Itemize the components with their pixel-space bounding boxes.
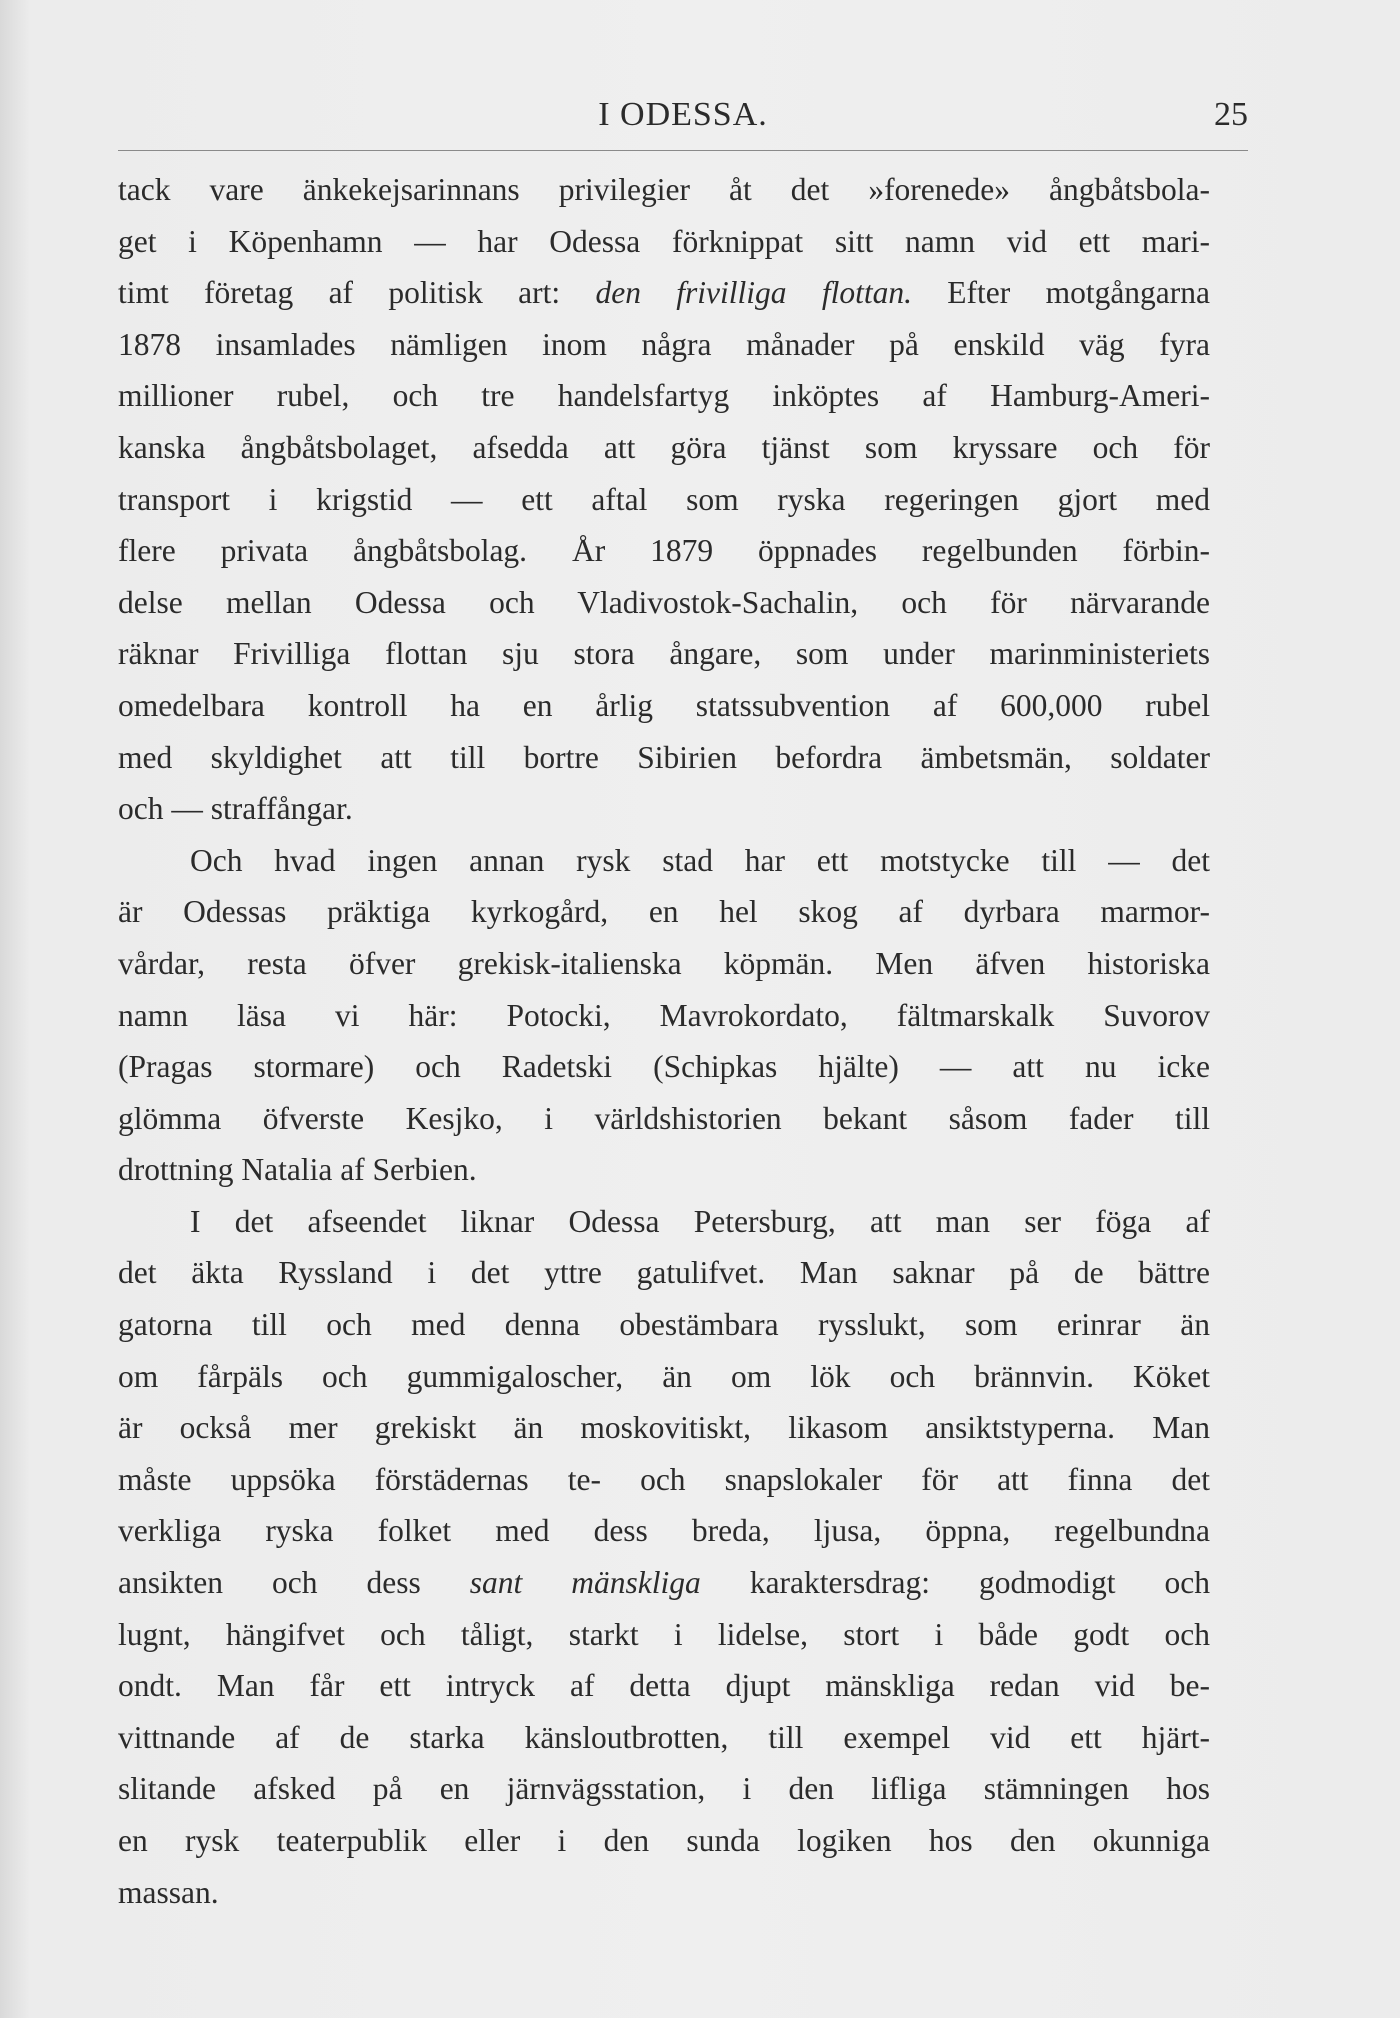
text-run: ondt. Man får ett intryck af detta djupt mänskliga redan vid be- xyxy=(118,1668,1210,1704)
paragraph xyxy=(118,1196,1210,1918)
text-line xyxy=(118,1196,1210,1248)
text-run: är Odessas präktiga kyrkogård, en hel skog af dyrbara marmor- xyxy=(118,894,1210,930)
text-run: I det afseendet liknar Odessa Petersburg, att man ser föga af xyxy=(190,1203,1210,1239)
text-run: delse mellan Odessa och Vladivostok-Sachalin, och för närvarande xyxy=(118,584,1210,620)
italic-text: den frivilliga flottan. xyxy=(595,275,912,311)
text-run: gatorna till och med denna obestämbara rysslukt, som erinrar än xyxy=(118,1307,1210,1343)
text-line xyxy=(118,628,1210,680)
italic-text: sant mänskliga xyxy=(469,1565,701,1601)
text-run: kanska ångbåtsbolaget, afsedda att göra tjänst som kryssare och för xyxy=(118,429,1210,465)
text-run: massan. xyxy=(118,1874,219,1910)
text-line xyxy=(118,1609,1210,1661)
text-line xyxy=(118,422,1210,474)
text-run: drottning Natalia af Serbien. xyxy=(118,1152,477,1188)
paragraph xyxy=(118,164,1210,835)
text-run: räknar Frivilliga flottan sju stora ångare, som under marinministeriets xyxy=(118,636,1210,672)
text-run: med skyldighet att till bortre Sibirien befordra ämbetsmän, soldater xyxy=(118,739,1210,775)
text-line xyxy=(118,783,1210,835)
text-line xyxy=(118,1815,1210,1867)
text-line xyxy=(118,319,1210,371)
text-line xyxy=(118,1247,1210,1299)
text-run: glömma öfverste Kesjko, i världshistorien bekant såsom fader till xyxy=(118,1100,1210,1136)
text-line xyxy=(118,1093,1210,1145)
text-run: vårdar, resta öfver grekisk-italienska köpmän. Men äfven historiska xyxy=(118,945,1210,981)
text-run: lugnt, hängifvet och tåligt, starkt i lidelse, stort i både godt och xyxy=(118,1616,1210,1652)
text-line xyxy=(118,164,1210,216)
text-run: det äkta Ryssland i det yttre gatulifvet. Man saknar på de bättre xyxy=(118,1255,1210,1291)
header-rule xyxy=(118,150,1248,151)
text-run: (Pragas stormare) och Radetski (Schipkas hjälte) — att nu icke xyxy=(118,1049,1210,1085)
text-run: Och hvad ingen annan rysk stad har ett motstycke till — det xyxy=(190,842,1210,878)
text-run: vittnande af de starka känsloutbrotten, till exempel vid ett hjärt- xyxy=(118,1719,1210,1755)
text-line xyxy=(118,1299,1210,1351)
text-run: millioner rubel, och tre handelsfartyg inköptes af Hamburg-Ameri- xyxy=(118,378,1210,414)
page-number: 25 xyxy=(1214,96,1248,133)
text-line xyxy=(118,1763,1210,1815)
text-run: är också mer grekiskt än moskovitiskt, likasom ansiktstyperna. Man xyxy=(118,1410,1210,1446)
text-line xyxy=(118,835,1210,887)
text-run: transport i krigstid — ett aftal som ryska regeringen gjort med xyxy=(118,481,1210,517)
text-run: ansikten och dess xyxy=(118,1565,470,1601)
text-run: slitande afsked på en järnvägsstation, i den lifliga stämningen hos xyxy=(118,1771,1210,1807)
text-run: en rysk teaterpublik eller i den sunda logiken hos den okunniga xyxy=(118,1823,1210,1858)
text-line xyxy=(118,1041,1210,1093)
text-line xyxy=(118,267,1210,319)
text-run: måste uppsöka förstädernas te- och snapslokaler för att finna det xyxy=(118,1461,1210,1497)
text-line xyxy=(118,370,1210,422)
text-run: om fårpäls och gummigaloscher, än om lök och brännvin. Köket xyxy=(118,1358,1210,1394)
text-run: omedelbara kontroll ha en årlig statssubvention af 600,000 rubel xyxy=(118,687,1210,723)
text-line xyxy=(118,577,1210,629)
text-run: verkliga ryska folket med dess breda, ljusa, öppna, regelbundna xyxy=(118,1513,1210,1549)
text-line xyxy=(118,732,1210,784)
text-run: karaktersdrag: godmodigt och xyxy=(700,1565,1210,1601)
text-line xyxy=(118,886,1210,938)
text-run: timt företag af politisk art: xyxy=(118,275,596,311)
text-line xyxy=(118,990,1210,1042)
page-header xyxy=(118,88,1248,142)
text-line xyxy=(118,216,1210,268)
text-line xyxy=(118,1144,1210,1196)
text-line xyxy=(118,1867,1210,1919)
text-line xyxy=(118,1402,1210,1454)
text-run: get i Köpenhamn — har Odessa förknippat sitt namn vid ett mari- xyxy=(118,223,1210,259)
text-run: tack vare änkekejsarinnans privilegier åt det »forenede» ångbåtsbola- xyxy=(118,172,1210,207)
text-run: 1878 insamlades nämligen inom några månader på enskild väg fyra xyxy=(118,326,1210,362)
text-line xyxy=(118,1712,1210,1764)
text-run: och — straffångar. xyxy=(118,791,353,827)
text-run: Efter motgångarna xyxy=(911,275,1210,311)
body-text xyxy=(118,164,1210,1918)
running-title: I ODESSA. xyxy=(598,96,768,133)
text-line xyxy=(118,938,1210,990)
text-line xyxy=(118,1505,1210,1557)
text-line xyxy=(118,474,1210,526)
text-line xyxy=(118,1351,1210,1403)
text-line xyxy=(118,525,1210,577)
paragraph xyxy=(118,835,1210,1196)
text-line xyxy=(118,1557,1210,1609)
text-run: flere privata ångbåtsbolag. År 1879 öppnades regelbunden förbin- xyxy=(118,533,1210,569)
text-line xyxy=(118,680,1210,732)
text-line xyxy=(118,1660,1210,1712)
text-run: namn läsa vi här: Potocki, Mavrokordato, fältmarskalk Suvorov xyxy=(118,997,1210,1033)
text-line xyxy=(118,1454,1210,1506)
